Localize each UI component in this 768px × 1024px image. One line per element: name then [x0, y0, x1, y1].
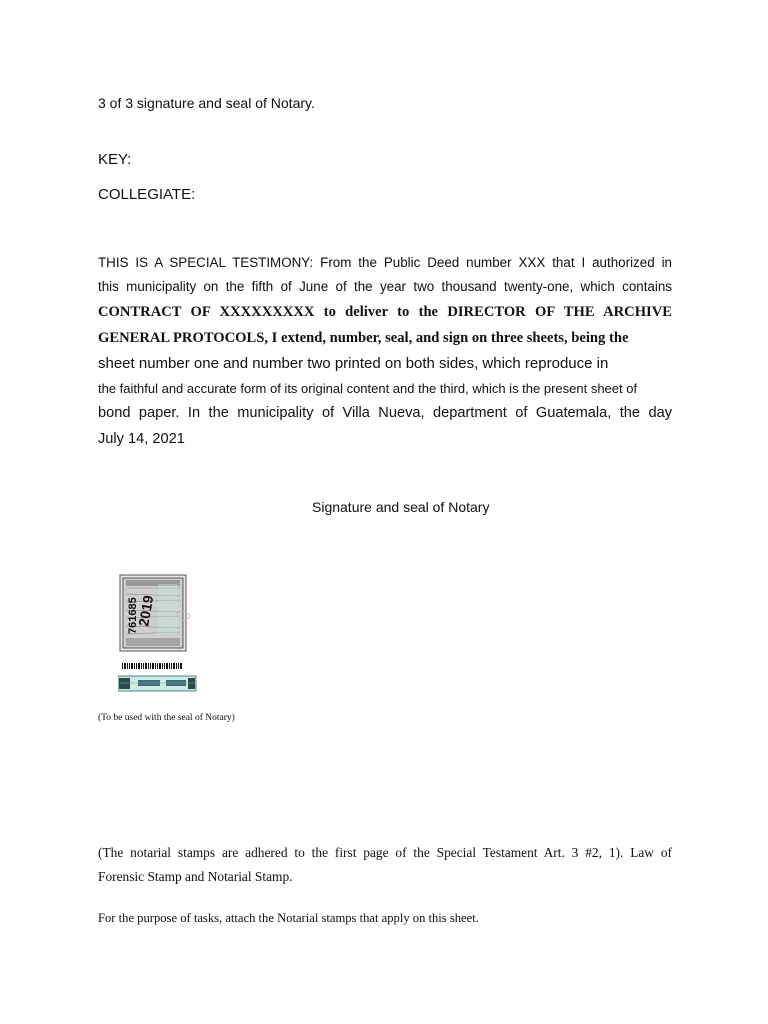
seal-note: (To be used with the seal of Notary)	[98, 713, 235, 723]
signature-caption: Signature and seal of Notary	[312, 499, 490, 515]
testimony-line-5: sheet number one and number two printed on both sides, which reproduce in	[98, 355, 609, 372]
testimony-line-3: CONTRACT OF XXXXXXXXX to deliver to the DIRECTOR OF THE ARCHIVE	[98, 304, 672, 320]
testimony-line-7: bond paper. In the municipality of Villa Nueva, department of Guatemala, the day	[98, 405, 672, 421]
testimony-line-6: the faithful and accurate form of its original content and the third, which is the present sheet of	[98, 381, 638, 396]
collegiate-label: COLLEGIATE:	[98, 186, 196, 203]
notarial-stamp	[118, 574, 200, 696]
footer-line-2: Forensic Stamp and Notarial Stamp.	[98, 869, 293, 884]
footer-line-3: For the purpose of tasks, attach the Notarial stamps that apply on this sheet.	[98, 911, 479, 925]
footer-line-1: (The notarial stamps are adhered to the first page of the Special Testament Art. 3 #2, 1). Law of	[98, 845, 672, 860]
testimony-line-2: this municipality on the fifth of June of the year two thousand twenty-one, which contains	[98, 279, 672, 294]
stamp-number: 761685	[127, 597, 139, 634]
key-label: KEY:	[98, 151, 132, 168]
testimony-line-8: July 14, 2021	[98, 431, 185, 447]
testimony-line-1: THIS IS A SPECIAL TESTIMONY: From the Public Deed number XXX that I authorized in	[98, 255, 672, 270]
header-line: 3 of 3 signature and seal of Notary.	[98, 95, 315, 111]
stamp-year: 2019	[135, 594, 157, 628]
testimony-line-4: GENERAL PROTOCOLS, I extend, number, seal, and sign on three sheets, being the	[98, 330, 629, 346]
